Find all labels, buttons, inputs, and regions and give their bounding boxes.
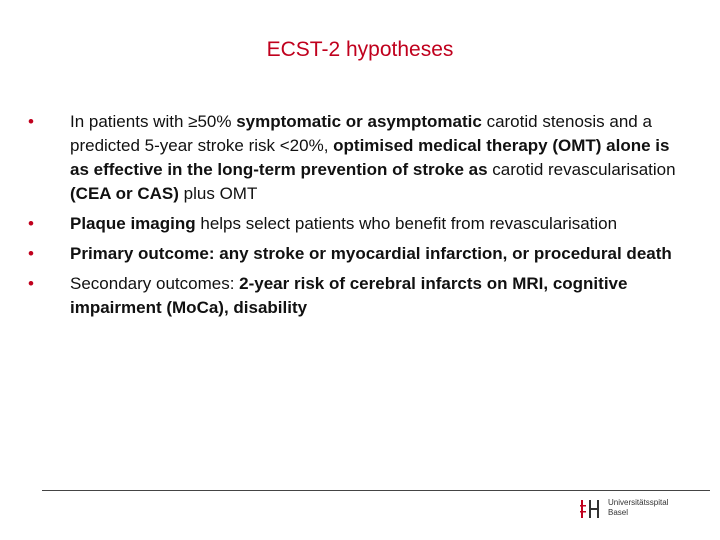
bullet-text: In patients with ≥50% symptomatic or asymptomatic carotid stenosis and a predicted 5-year stroke risk <20%, optimised medical therapy (OMT) alone is as effective in the long-term prevention of stroke as carotid revascularisation (CEA or CAS) plus OMT — [70, 112, 676, 203]
bullet-dot-icon: • — [28, 244, 34, 263]
bullet-item — [28, 212, 678, 236]
bullet-text: Secondary outcomes: 2-year risk of cerebral infarcts on MRI, cognitive impairment (MoCa), disability — [70, 274, 628, 317]
bullet-item — [28, 242, 678, 266]
bullet-dot-icon: • — [28, 274, 34, 293]
footer-divider — [42, 490, 710, 491]
bullet-list — [28, 110, 678, 326]
bullet-text: Primary outcome: any stroke or myocardial infarction, or procedural death — [70, 244, 672, 263]
slide-title: ECST-2 hypotheses — [266, 38, 454, 61]
bullet-text: Plaque imaging helps select patients who benefit from revascularisation — [70, 214, 618, 233]
university-hospital-logo — [580, 497, 720, 521]
bullet-item — [28, 110, 678, 206]
bullet-dot-icon: • — [28, 112, 34, 131]
bullet-dot-icon: • — [28, 214, 34, 233]
logo-mark-icon — [580, 499, 602, 519]
bullet-item — [28, 272, 678, 320]
logo-text: Universitätsspital Basel — [608, 498, 669, 517]
